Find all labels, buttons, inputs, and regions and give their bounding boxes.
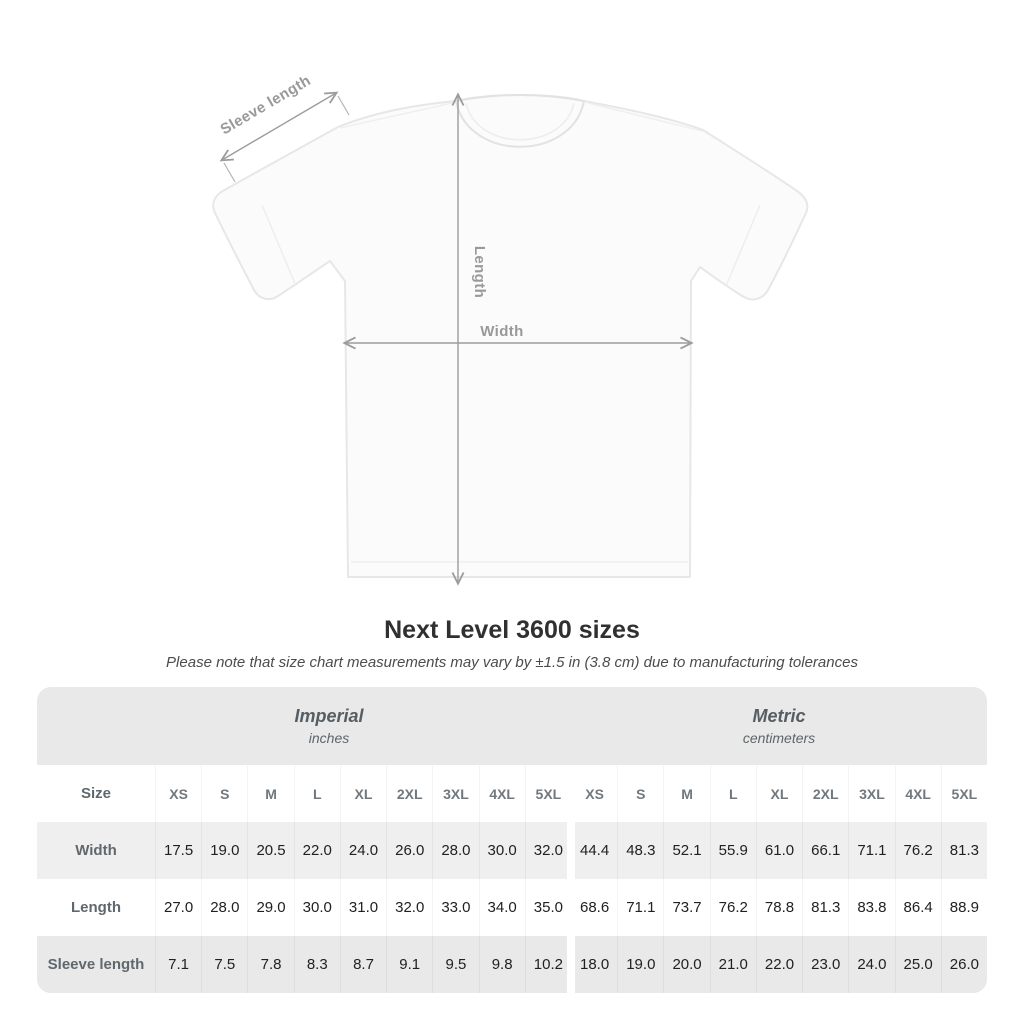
measurement-cell: 83.8: [848, 879, 894, 936]
row-label: Length: [71, 899, 121, 916]
measurement-cell: 68.6: [571, 879, 617, 936]
measurement-cell: 32.0: [386, 879, 432, 936]
measurement-cell: 19.0: [201, 822, 247, 879]
size-header-metric-m: M: [663, 765, 709, 822]
measurement-cell: 7.1: [155, 936, 201, 993]
size-header-imperial-xl: XL: [340, 765, 386, 822]
measurement-cell: 23.0: [802, 936, 848, 993]
measurement-cell: 20.5: [247, 822, 293, 879]
measurement-cell: 61.0: [756, 822, 802, 879]
measurement-cell: 28.0: [432, 822, 478, 879]
measurement-row: [37, 879, 987, 936]
measurement-cell: 27.0: [155, 879, 201, 936]
measurement-cell: 86.4: [895, 879, 941, 936]
measurement-cell: 22.0: [294, 822, 340, 879]
measurement-cell: 73.7: [663, 879, 709, 936]
size-header-metric-xs: XS: [571, 765, 617, 822]
size-header-metric-2xl: 2XL: [802, 765, 848, 822]
size-header-imperial-2xl: 2XL: [386, 765, 432, 822]
measurement-cell: 34.0: [479, 879, 525, 936]
measurement-cell: 33.0: [432, 879, 478, 936]
tolerance-note: Please note that size chart measurements may vary by ±1.5 in (3.8 cm) due to manufacturing tolerances: [166, 654, 858, 671]
measurement-cell: 7.8: [247, 936, 293, 993]
sleeve-length-label: Sleeve length: [217, 71, 314, 139]
measurement-cell: 81.3: [941, 822, 987, 879]
size-header-imperial-4xl: 4XL: [479, 765, 525, 822]
measurement-cell: 30.0: [479, 822, 525, 879]
metric-group-header: [571, 687, 987, 765]
size-header-imperial-m: M: [247, 765, 293, 822]
measurement-cell: 26.0: [941, 936, 987, 993]
measurement-cell: 21.0: [710, 936, 756, 993]
metric-unit: centimeters: [742, 730, 816, 746]
imperial-label: Imperial: [294, 706, 364, 726]
size-column-header: Size: [80, 785, 111, 802]
measurement-cell: 55.9: [710, 822, 756, 879]
size-header-imperial-3xl: 3XL: [432, 765, 478, 822]
size-header-imperial-5xl: 5XL: [525, 765, 571, 822]
measurement-cell: 24.0: [340, 822, 386, 879]
measurement-cell: 8.3: [294, 936, 340, 993]
measurement-cell: 31.0: [340, 879, 386, 936]
length-label: Length: [471, 245, 488, 299]
size-header-imperial-xs: XS: [155, 765, 201, 822]
measurement-cell: 30.0: [294, 879, 340, 936]
width-label: Width: [480, 323, 524, 340]
measurement-cell: 66.1: [802, 822, 848, 879]
measurement-cell: 20.0: [663, 936, 709, 993]
measurement-cell: 19.0: [617, 936, 663, 993]
measurement-cell: 8.7: [340, 936, 386, 993]
measurement-cell: 88.9: [941, 879, 987, 936]
measurement-cell: 71.1: [617, 879, 663, 936]
measurement-row: [37, 822, 987, 879]
row-label: Width: [75, 842, 117, 859]
measurement-cell: 9.8: [479, 936, 525, 993]
measurement-cell: 9.1: [386, 936, 432, 993]
size-table: [37, 765, 987, 993]
imperial-unit: inches: [308, 730, 350, 746]
measurement-cell: 22.0: [756, 936, 802, 993]
measurement-cell: 7.5: [201, 936, 247, 993]
size-chart-title: Next Level 3600 sizes: [384, 616, 640, 644]
size-header-metric-5xl: 5XL: [941, 765, 987, 822]
size-header-metric-3xl: 3XL: [848, 765, 894, 822]
measurement-cell: 17.5: [155, 822, 201, 879]
size-header-metric-s: S: [617, 765, 663, 822]
measurement-cell: 9.5: [432, 936, 478, 993]
measurement-cell: 26.0: [386, 822, 432, 879]
size-header-metric-xl: XL: [756, 765, 802, 822]
size-header-imperial-s: S: [201, 765, 247, 822]
size-header-metric-4xl: 4XL: [895, 765, 941, 822]
measurement-cell: 52.1: [663, 822, 709, 879]
size-header-row: [37, 765, 987, 822]
measurement-cell: 10.2: [525, 936, 571, 993]
measurement-cell: 78.8: [756, 879, 802, 936]
measurement-cell: 24.0: [848, 936, 894, 993]
measurement-cell: 25.0: [895, 936, 941, 993]
size-header-imperial-l: L: [294, 765, 340, 822]
size-table-card: [37, 687, 987, 993]
title-block: [0, 616, 1024, 671]
measurement-cell: 71.1: [848, 822, 894, 879]
measurement-row: [37, 936, 987, 993]
measurement-cell: 28.0: [201, 879, 247, 936]
measurement-cell: 35.0: [525, 879, 571, 936]
measurement-cell: 76.2: [710, 879, 756, 936]
row-label: Sleeve length: [47, 956, 145, 973]
measurement-cell: 18.0: [571, 936, 617, 993]
imperial-group-header: [37, 687, 571, 765]
measurement-cell: 29.0: [247, 879, 293, 936]
metric-label: Metric: [752, 706, 806, 726]
size-header-metric-l: L: [710, 765, 756, 822]
measurement-cell: 44.4: [571, 822, 617, 879]
measurement-cell: 76.2: [895, 822, 941, 879]
measurement-cell: 48.3: [617, 822, 663, 879]
group-divider: [567, 765, 575, 993]
unit-group-header-band: [37, 687, 987, 765]
measurement-cell: 81.3: [802, 879, 848, 936]
measurement-cell: 32.0: [525, 822, 571, 879]
